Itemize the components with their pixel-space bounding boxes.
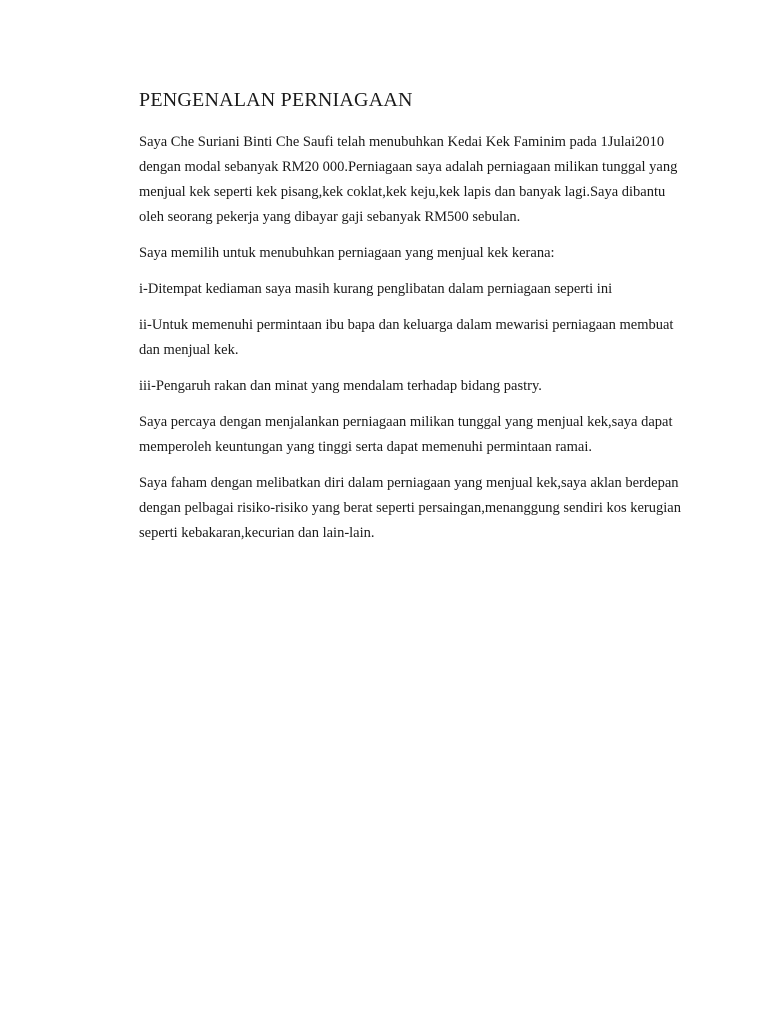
document-body [139, 86, 684, 557]
paragraph-belief: Saya percaya dengan menjalankan perniagaan milikan tunggal yang menjual kek,saya dapat memperoleh keuntungan yang tinggi serta dapat memenuhi permintaan ramai. [139, 414, 673, 455]
document-title: PENGENALAN PERNIAGAAN [139, 89, 413, 111]
paragraph-reason-1: i-Ditempat kediaman saya masih kurang penglibatan dalam perniagaan seperti ini [139, 281, 613, 297]
paragraph-risks: Saya faham dengan melibatkan diri dalam perniagaan yang menjual kek,saya aklan berdepan dengan pelbagai risiko-risiko yang berat seperti persaingan,menanggung sendiri kos kerugian seperti kebakaran,kecurian dan lain-lain. [139, 475, 681, 541]
paragraph-reasons-lead: Saya memilih untuk menubuhkan perniagaan yang menjual kek kerana: [139, 245, 555, 261]
paragraph-reason-2: ii-Untuk memenuhi permintaan ibu bapa dan keluarga dalam mewarisi perniagaan membuat dan menjual kek. [139, 317, 674, 358]
paragraph-intro: Saya Che Suriani Binti Che Saufi telah menubuhkan Kedai Kek Faminim pada 1Julai2010 dengan modal sebanyak RM20 000.Perniagaan saya adalah perniagaan milikan tunggal yang menjual kek seperti kek pisang,kek coklat,kek keju,kek lapis dan banyak lagi.Saya dibantu oleh seorang pekerja yang dibayar gaji sebanyak RM500 sebulan. [139, 134, 678, 225]
paragraph-reason-3: iii-Pengaruh rakan dan minat yang mendalam terhadap bidang pastry. [139, 378, 542, 394]
